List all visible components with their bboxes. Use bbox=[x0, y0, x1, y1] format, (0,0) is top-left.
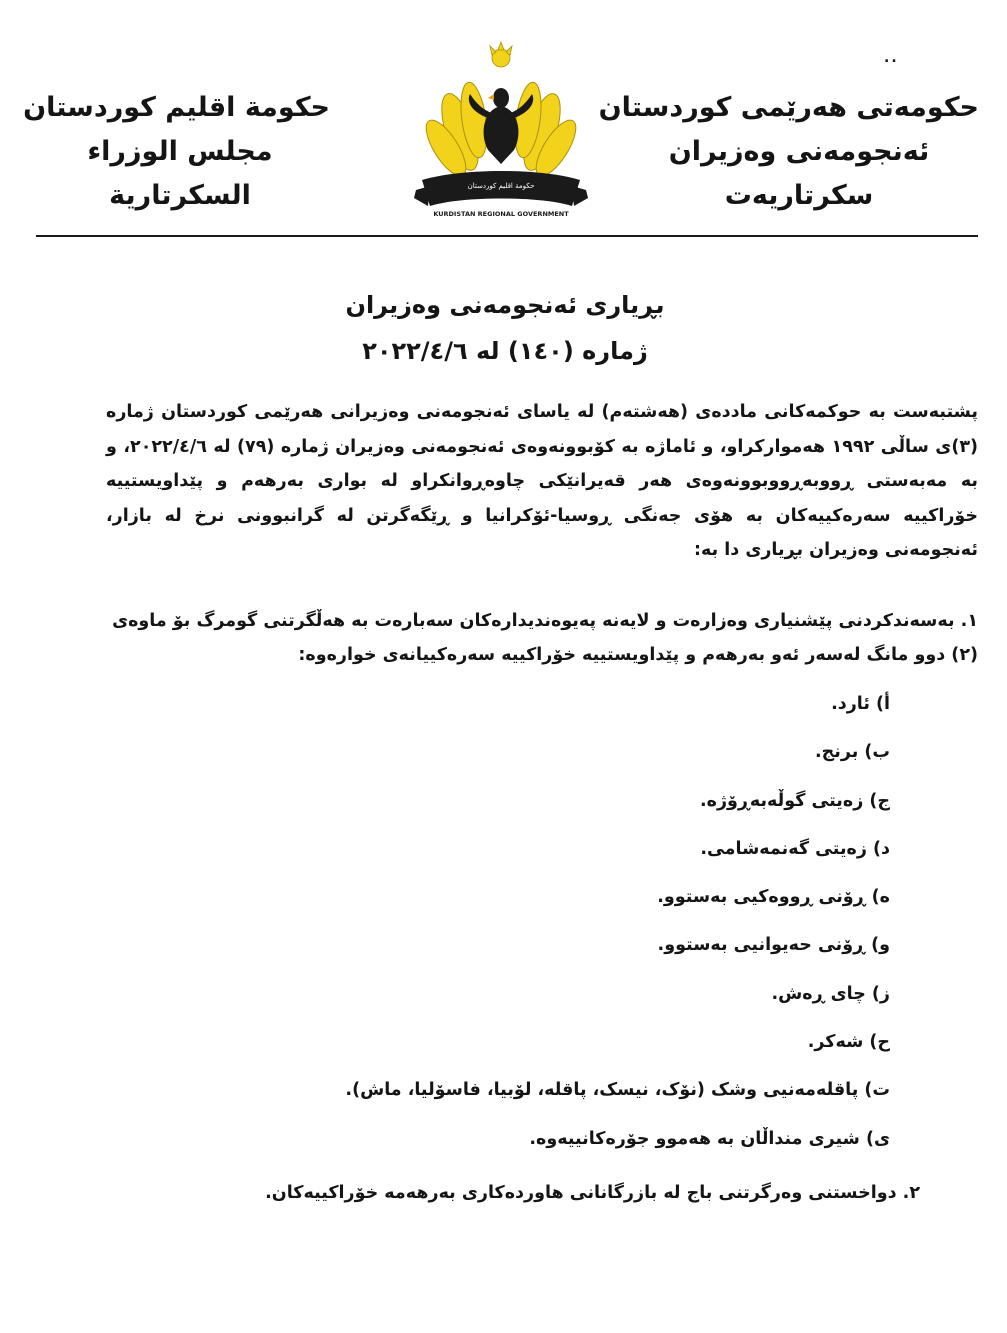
header-arabic bbox=[23, 86, 330, 218]
header-arabic-line-3: السكرتارية bbox=[109, 180, 251, 211]
decree-number-date: ژمارە (١٤٠) لە ٢٠٢٢/٤/٦ bbox=[362, 337, 648, 365]
list-item: و) ڕۆنی حەیوانیی بەستوو. bbox=[657, 935, 890, 956]
kurdistan-regional-government-emblem-icon bbox=[412, 40, 590, 222]
emblem-text-en: KURDISTAN REGIONAL GOVERNMENT bbox=[433, 210, 569, 218]
decree-item-1: ١. بەسەندکردنی پێشنیاری وەزارەت و لایەنە پەیوەندیدارەکان سەبارەت بە هەڵگرتنی گومرگ بۆ ماوەی (٢) دوو مانگ لەسەر ئەو بەرهەم و پێداویستییە خۆراکییە سەرەکییانەی خوارەوە: bbox=[112, 611, 978, 665]
list-item: د) زەیتی گەنمەشامی. bbox=[700, 838, 890, 859]
list-item: ب) برنج. bbox=[815, 742, 890, 763]
header-kurdish-line-2: ئەنجومەنی وەزیران bbox=[668, 136, 930, 167]
decree-item-2: ٢. دواخستنی وەرگرتنی باج لە بازرگانانی هاوردەکاری بەرهەمە خۆراکییەکان. bbox=[265, 1183, 920, 1203]
header-kurdish-line-1: حکومەتی هەرێمی کوردستان bbox=[598, 92, 979, 123]
header-kurdish-line-3: سکرتاریەت bbox=[724, 180, 874, 211]
decree-title-line-1: بڕیاری ئەنجومەنی وەزیران bbox=[345, 291, 665, 319]
list-item: ح) شەکر. bbox=[807, 1032, 890, 1053]
emblem-text-ar: حكومة اقليم كوردستان bbox=[467, 182, 535, 190]
decree-intro-paragraph: پشتبەست بە حوکمەکانی ماددەی (هەشتەم) لە یاسای ئەنجومەنی وەزیرانی هەرێمی کوردستان ژمارە (٣)ی ساڵی ١٩٩٢ هەموارکراو، و ئاماژە بە کۆبوونەوەی ئەنجومەنی وەزیران ژمارە (٧٩) لە ٢٠٢٢/٤/٦، و بە مەبەستی ڕووبەڕووبوونەوەی هەر قەیرانێکی چاوەڕوانکراو لە بواری بەرهەم و پێداویستییە خۆراکییە سەرەکییەکان بە هۆی جەنگی ڕوسیا-ئۆکرانیا و ڕێگەگرتن لە گرانبوونی نرخ لە بازار، ئەنجومەنی وەزیران بڕیاری دا بە: bbox=[106, 402, 979, 560]
decree-title bbox=[340, 282, 670, 374]
header-divider bbox=[36, 235, 978, 237]
header-arabic-line-2: مجلس الوزراء bbox=[87, 136, 273, 167]
list-item: ج) زەیتی گوڵەبەڕۆژە. bbox=[700, 790, 890, 811]
corner-mark: .. bbox=[884, 50, 899, 66]
list-item: أ) ئارد. bbox=[831, 694, 890, 714]
list-item: ت) پاقلەمەنیی وشک (نۆک، نیسک، پاقلە، لۆبیا، فاسۆلیا، ماش). bbox=[345, 1080, 890, 1101]
header-arabic-line-1: حكومة اقليم كوردستان bbox=[23, 92, 330, 123]
food-items-list bbox=[345, 686, 890, 1169]
header-kurdish bbox=[598, 86, 979, 218]
list-item: ی) شیری منداڵان بە هەموو جۆرەکانییەوە. bbox=[529, 1128, 890, 1149]
list-item: ز) چای ڕەش. bbox=[771, 983, 890, 1004]
list-item: ه) ڕۆنی ڕووەکیی بەستوو. bbox=[657, 887, 890, 908]
